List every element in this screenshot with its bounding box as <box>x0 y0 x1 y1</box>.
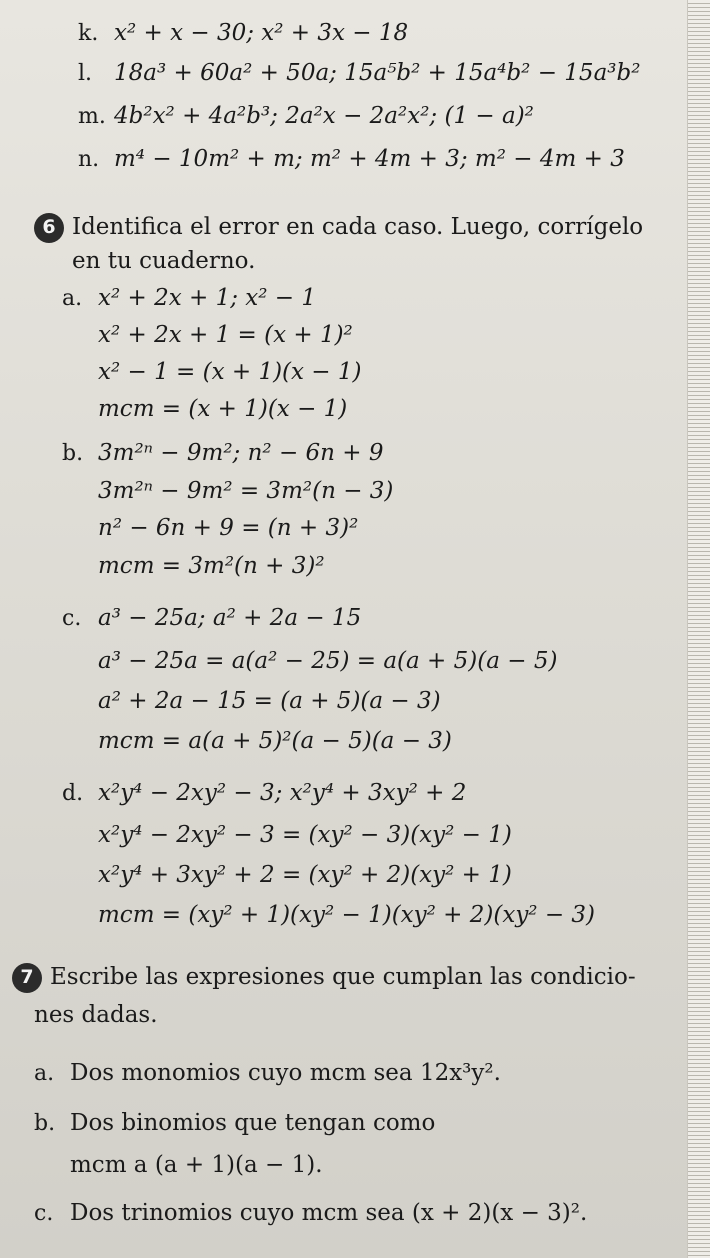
ex6-item-b <box>62 440 384 466</box>
ex6-d-step-3: mcm = (xy² + 1)(xy² − 1)(xy² + 2)(xy² − 3) <box>98 902 596 928</box>
ex6-d-step-1: x²y⁴ − 2xy² − 3 = (xy² − 3)(xy² − 1) <box>98 822 512 848</box>
ex7-item-c <box>34 1200 587 1226</box>
item-expression: 3m²ⁿ − 9m²; n² − 6n + 9 <box>98 440 384 466</box>
exercise-6-heading <box>34 212 643 243</box>
item-expression: 18a³ + 60a² + 50a; 15a⁵b² + 15a⁴b² − 15a³b² <box>114 60 641 86</box>
item-label: m. <box>78 104 106 129</box>
exercise-7-line2: nes dadas. <box>34 1002 158 1028</box>
exercise-number-badge: 7 <box>12 963 42 993</box>
ex6-b-step-3: mcm = 3m²(n + 3)² <box>98 553 325 579</box>
ex6-item-a <box>62 285 316 311</box>
item-expression: x²y⁴ − 2xy² − 3; x²y⁴ + 3xy² + 2 <box>98 780 467 806</box>
exercise-6-line1: Identifica el error en cada caso. Luego, corrígelo <box>72 214 644 240</box>
item-label: c. <box>34 1201 54 1226</box>
item-m <box>78 103 534 129</box>
ex6-c-step-2: a² + 2a − 15 = (a + 5)(a − 3) <box>98 688 441 714</box>
item-label: a. <box>62 286 83 311</box>
ex6-item-d <box>62 780 466 806</box>
exercise-7-line1: Escribe las expresiones que cumplan las condicio- <box>50 964 636 990</box>
ex6-a-step-1: x² + 2x + 1 = (x + 1)² <box>98 322 353 348</box>
item-expression: x² + 2x + 1; x² − 1 <box>98 285 316 311</box>
exercise-7-heading <box>12 962 636 993</box>
ex7-b-text-1: Dos binomios que tengan como <box>70 1110 436 1136</box>
ex6-a-step-3: mcm = (x + 1)(x − 1) <box>98 396 348 422</box>
ex7-item-a <box>34 1060 501 1086</box>
item-l <box>78 60 640 86</box>
ex6-d-step-2: x²y⁴ + 3xy² + 2 = (xy² + 2)(xy² + 1) <box>98 862 512 888</box>
item-expression: x² + x − 30; x² + 3x − 18 <box>114 20 409 46</box>
item-label: b. <box>62 441 84 466</box>
item-expression: 4b²x² + 4a²b³; 2a²x − 2a²x²; (1 − a)² <box>114 103 534 129</box>
item-label: b. <box>34 1111 56 1136</box>
item-label: l. <box>78 61 93 86</box>
item-label: a. <box>34 1061 55 1086</box>
item-expression: m⁴ − 10m² + m; m² + 4m + 3; m² − 4m + 3 <box>114 146 625 172</box>
item-expression: a³ − 25a; a² + 2a − 15 <box>98 605 362 631</box>
item-label: n. <box>78 147 100 172</box>
ex7-item-b <box>34 1110 435 1136</box>
item-n <box>78 146 625 172</box>
ex6-item-c <box>62 605 361 631</box>
ex6-c-step-3: mcm = a(a + 5)²(a − 5)(a − 3) <box>98 728 452 754</box>
exercise-number-badge: 6 <box>34 213 64 243</box>
ex6-a-step-2: x² − 1 = (x + 1)(x − 1) <box>98 359 362 385</box>
ex6-c-step-1: a³ − 25a = a(a² − 25) = a(a + 5)(a − 5) <box>98 648 558 674</box>
ex7-a-text: Dos monomios cuyo mcm sea 12x³y². <box>70 1060 501 1086</box>
item-label: c. <box>62 606 82 631</box>
item-k <box>78 20 408 46</box>
ex6-b-step-2: n² − 6n + 9 = (n + 3)² <box>98 515 359 541</box>
exercise-6-line2: en tu cuaderno. <box>72 248 256 274</box>
ex6-b-step-1: 3m²ⁿ − 9m² = 3m²(n − 3) <box>98 478 394 504</box>
item-label: k. <box>78 21 99 46</box>
ex7-b-text-2: mcm a (a + 1)(a − 1). <box>70 1152 323 1178</box>
ex7-c-text: Dos trinomios cuyo mcm sea (x + 2)(x − 3)². <box>70 1200 588 1226</box>
item-label: d. <box>62 781 84 806</box>
page-binding <box>687 0 710 1258</box>
